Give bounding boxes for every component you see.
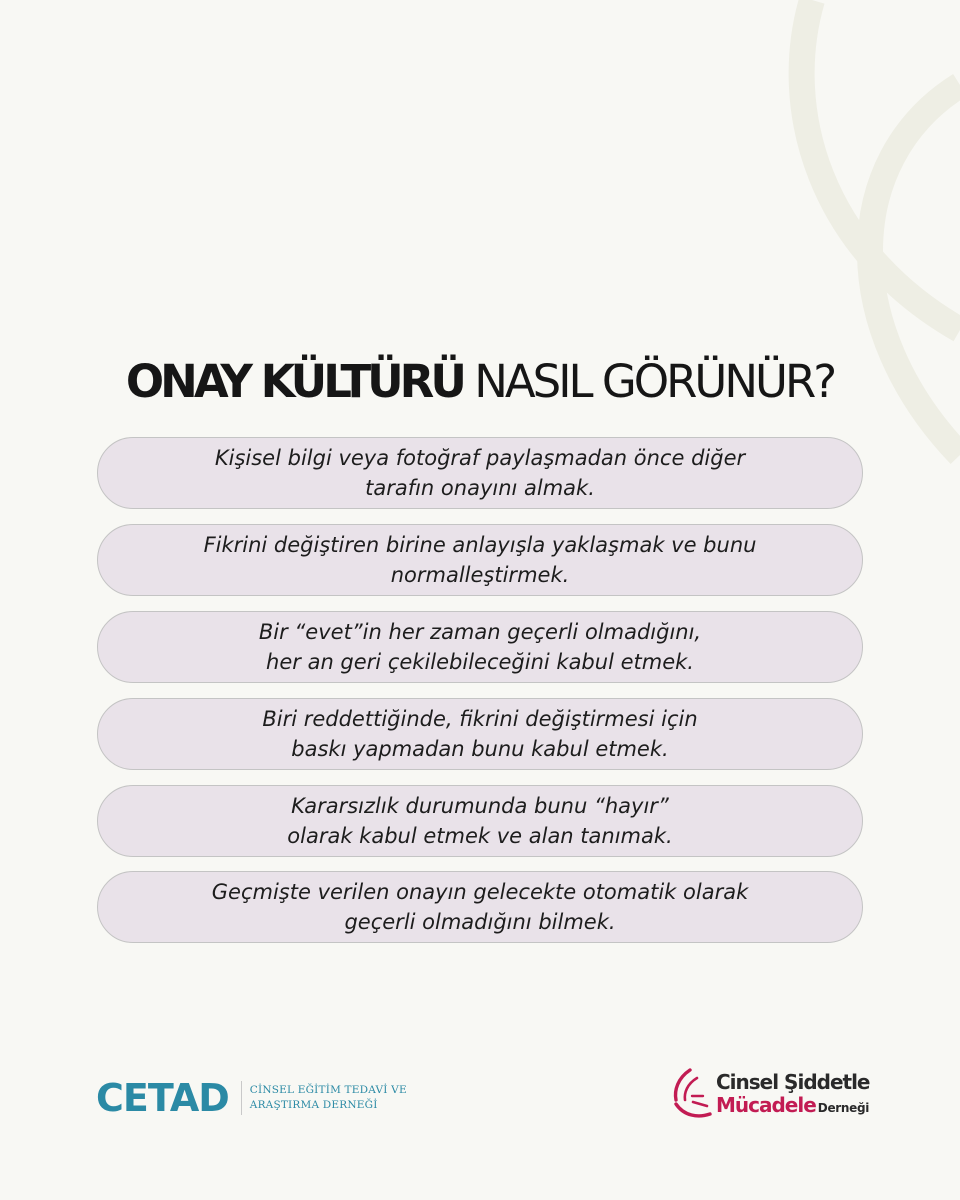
list-item-text: Kişisel bilgi veya fotoğraf paylaşmadan önce diğer tarafın onayını almak. <box>214 446 746 500</box>
csm-logo-rest: Derneği <box>817 1101 870 1115</box>
list-item <box>97 785 863 857</box>
csm-logo-accent: Mücadele <box>716 1093 816 1117</box>
cetad-logo <box>96 1076 407 1120</box>
list-item-text: Geçmişte verilen onayın gelecekte otomatik olarak geçerli olmadığını bilmek. <box>211 880 749 934</box>
csm-logo-line2 <box>716 1093 869 1120</box>
cetad-logo-name: CETAD <box>96 1076 229 1120</box>
list-item <box>97 437 863 509</box>
list-item <box>97 524 863 596</box>
list-item <box>97 611 863 683</box>
title-bold: ONAY KÜLTÜRÜ <box>125 355 463 408</box>
page-title <box>0 352 960 412</box>
csm-logo <box>670 1066 870 1126</box>
list-item <box>97 871 863 943</box>
csm-logo-icon <box>670 1066 714 1122</box>
list-item-text: Kararsızlık durumunda bunu “hayır” olarak kabul etmek ve alan tanımak. <box>287 794 673 848</box>
cetad-logo-subtitle: CİNSEL EĞİTİM TEDAVİ VE ARAŞTIRMA DERNEĞİ <box>249 1084 407 1111</box>
list-item-text: Bir “evet”in her zaman geçerli olmadığını, her an geri çekilebileceğini kabul etmek. <box>258 620 702 674</box>
cetad-logo-divider <box>241 1081 242 1115</box>
csm-logo-line1: Cinsel Şiddetle <box>716 1070 870 1094</box>
list-item <box>97 698 863 770</box>
title-light: NASIL GÖRÜNÜR? <box>474 355 835 408</box>
list-item-text: Biri reddettiğinde, fikrini değiştirmesi için baskı yapmadan bunu kabul etmek. <box>262 707 698 761</box>
list-item-text: Fikrini değiştiren birine anlayışla yaklaşmak ve bunu normalleştirmek. <box>203 533 757 587</box>
